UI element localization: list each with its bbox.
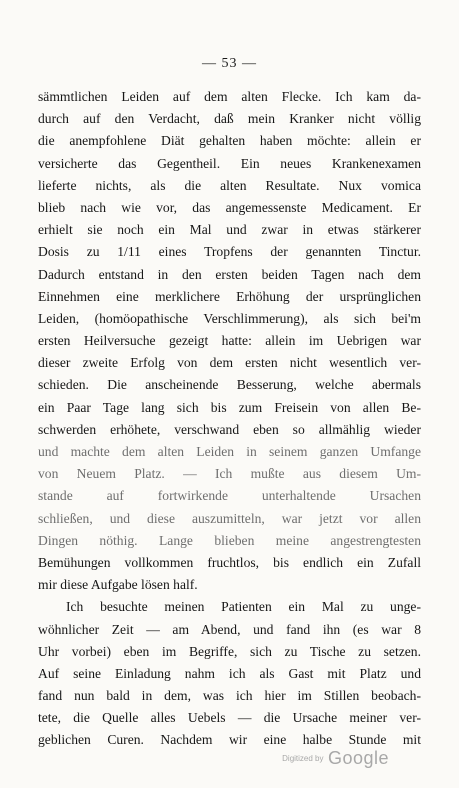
text-line: schieden. Die anscheinende Besserung, welche abermals (38, 377, 421, 393)
text-line: Dosis zu 1/11 eines Tropfens der genannten Tinctur. (38, 244, 421, 260)
text-line: ein Paar Tage lang sich bis zum Freisein von allen Be- (38, 399, 421, 415)
text-line: Ich besuchte meinen Patienten ein Mal zu unge- (66, 599, 421, 615)
text-line: fand nun bald in dem, was ich hier im Stillen beobach- (38, 688, 421, 704)
text-line: ersten Heilversuche gezeigt hatte: allein im Uebrigen war (38, 333, 421, 349)
watermark-brand: Google (327, 748, 389, 768)
digitized-watermark (282, 748, 389, 769)
text-line: erhielt sie noch ein Mal und zwar in etwas stärkerer (38, 222, 421, 238)
text-line: von Neuem Platz. — Ich mußte aus diesem Um- (38, 466, 421, 482)
text-line: und machte dem alten Leiden in seinem ganzen Umfange (38, 444, 421, 459)
text-line: Dingen nöthig. Lange blieben meine angestrengtesten (38, 532, 421, 548)
page-number: — 53 — (202, 56, 257, 71)
text-line: blieb nach wie vor, das angemessenste Medicament. Er (38, 199, 421, 215)
text-line: Auf seine Einladung nahm ich als Gast mit Platz und (38, 665, 421, 681)
text-line: Leiden, (homöopathische Verschlimmerung), als sich bei'm (38, 310, 421, 326)
text-line: die anempfohlene Diät gehalten haben möchte: allein er (38, 133, 421, 149)
text-line: versicherte das Gegentheil. Ein neues Krankenexamen (38, 155, 421, 171)
text-line: Uhr vorbei) eben im Begriffe, sich zu Tische zu setzen. (38, 643, 421, 659)
text-line: Dadurch entstand in den ersten beiden Tagen nach dem (38, 266, 421, 282)
text-line: schwerden erhöhete, verschwand eben so allmählig wieder (38, 421, 421, 437)
text-line: durch auf den Verdacht, daß mein Kranker nicht völlig (38, 111, 421, 127)
text-line: schließen, und diese auszumitteln, war jetzt vor allen (38, 510, 421, 526)
text-line: dieser zweite Erfolg von dem ersten nicht wesentlich ver- (38, 355, 421, 371)
text-line: sämmtlichen Leiden auf dem alten Flecke. Ich kam da- (38, 89, 421, 104)
text-line: lieferte nichts, als die alten Resultate. Nux vomica (38, 177, 421, 193)
text-line: stande auf fortwirkende unterhaltende Ursachen (38, 488, 421, 504)
text-line: wöhnlicher Zeit — am Abend, und fand ihn (es war 8 (38, 621, 421, 637)
text-line: geblichen Curen. Nachdem wir eine halbe Stunde mit (38, 732, 421, 748)
text-line: Bemühungen vollkommen fruchtlos, bis endlich ein Zufall (38, 554, 421, 570)
text-line: mir diese Aufgabe lösen half. (38, 577, 198, 593)
body-text (38, 86, 421, 752)
watermark-prefix: Digitized by (282, 754, 324, 763)
text-line: Einnehmen eine merklichere Erhöhung der ursprünglichen (38, 288, 421, 304)
text-line: tete, die Quelle alles Uebels — die Ursache meiner ver- (38, 710, 421, 726)
